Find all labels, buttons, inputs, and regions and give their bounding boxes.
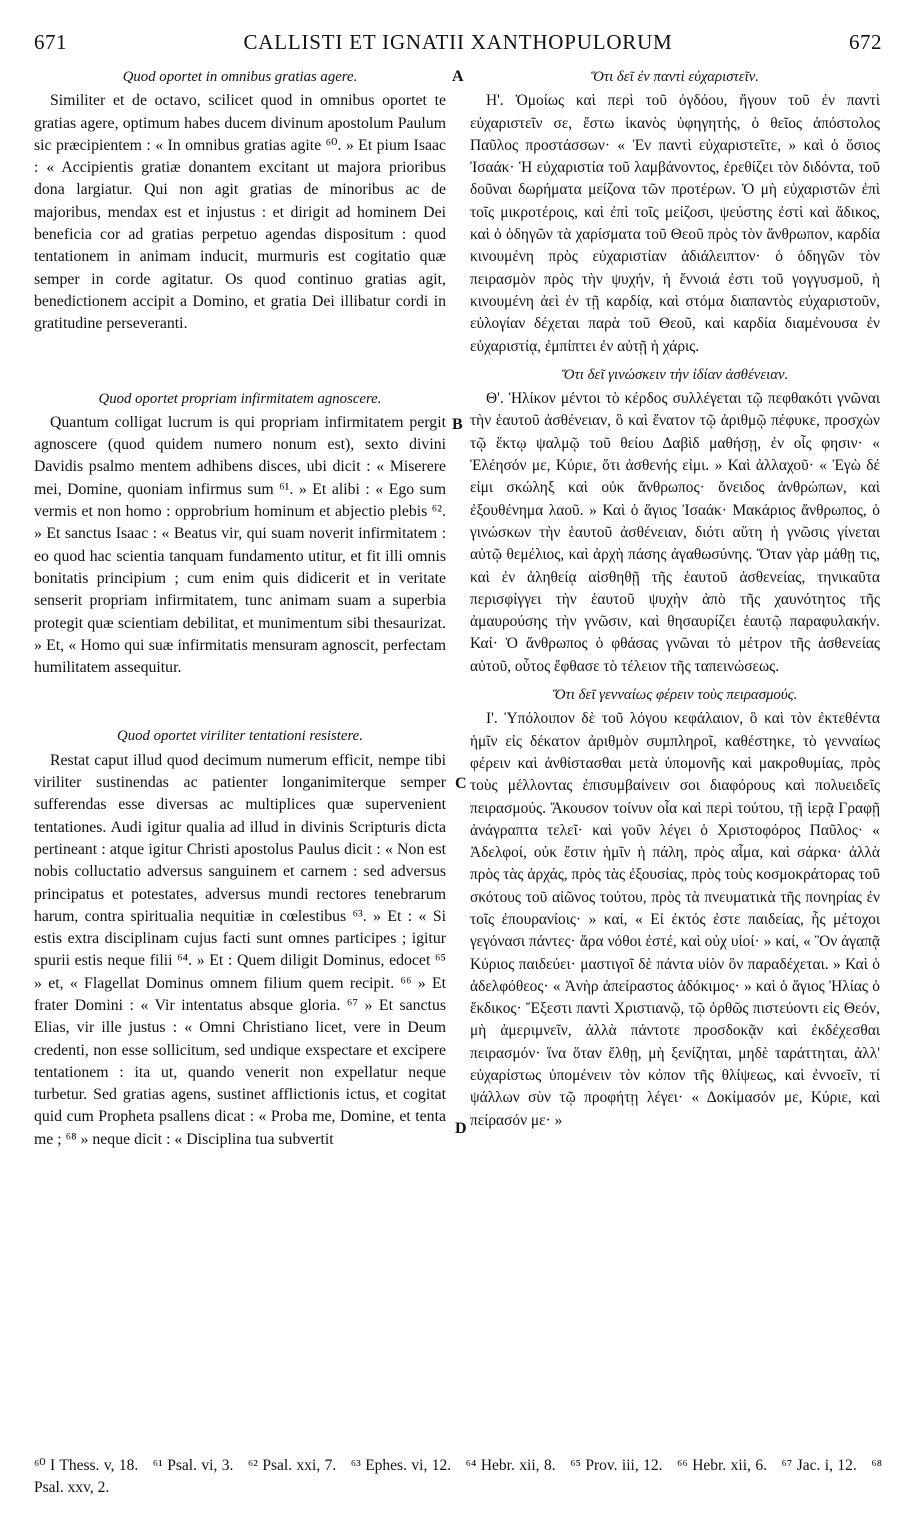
margin-marker: A — [452, 68, 464, 85]
running-title: CALLISTI ET IGNATII XANTHOPULORUM — [243, 30, 673, 54]
margin-marker: D — [455, 1120, 467, 1137]
page-number-right: 672 — [849, 30, 882, 54]
latin-column — [34, 66, 446, 1151]
margin-marker: C — [455, 775, 467, 792]
latin-paragraph: Similiter et de octavo, scilicet quod in omnibus oportet te gratias agere, optimum habes ducem divinum apostolum Paulum sic præcipientem : « In omnibus gratias agite ⁶⁰. » Et pium Isaac : « Accipientis gratiæ donantem excitant ut majora prioribus dona largiatur. Qui non agit gratias de minoribus ac de majoribus, mendax est et injustus : et dirigit ad hominem Dei beneficia cor ad gratias perpetuo agendas dispositum : quod tentationem in animam inducit, murmuris est cogitatio quæ semper in corde agitatur. Os quod continuo gratias agit, benedictionem accipit a Domino, et gratia Dei illibatur cordi in gratitudine perseveranti. — [34, 92, 446, 333]
footnote: ⁶⁰ I Thess. v, 18. — [34, 1457, 139, 1474]
footnote: ⁶⁴ Hebr. xii, 8. — [465, 1457, 556, 1474]
footnote: ⁶⁸ Psal. xxv, 2. — [34, 1457, 883, 1496]
footnote: ⁶¹ Psal. vi, 3. — [152, 1457, 234, 1474]
greek-paragraph: Ι'. Ὑπόλοιπον δὲ τοῦ λόγου κεφάλαιον, ὃ καὶ τὸν ἐκτεθέντα ἡμῖν εἰς δέκατον ἀριθμὸν συμπληροῖ, καθέστηκε, τὸ γενναίως φέρειν καὶ ἀνθίστασθαι μετὰ ὑπομονῆς καὶ μακροθυμίας, πρὸς τοὺς μέλλοντας ἐπισυμβαίνειν σοι διαφόρους καὶ πολυειδεῖς πειρασμούς. Ἄκουσον τοίνυν οἷα καὶ περὶ τούτου, τῇ ἱερᾷ Γραφῇ ἀνάγραπτα τελεῖ· καὶ γοῦν λέγει ὁ Χριστοφόρος Παῦλος· « Ἀδελφοί, οὐκ ἔστιν ἡμῖν ἡ πάλη, πρὸς αἷμα, καὶ σάρκα· ἀλλὰ πρὸς τὰς ἀρχάς, πρὸς τὰς ἐξουσίας, πρὸς τοὺς κοσμοκράτορας τοῦ σκότους τοῦ αἰῶνος τούτου, πρὸς τὰ πνευματικὰ τῆς πονηρίας ἐν τοῖς ἐπουρανίοις· » καί, « Εἰ ἐκτός ἐστε παιδείας, ἧς μέτοχοι γεγόνασι πάντες· ἄρα νόθοι ἐστέ, καὶ οὐχ υἱοί· » καί, « Ὃν ἀγαπᾷ Κύριος παιδεύει· μαστιγοῖ δὲ πάντα υἱὸν ὃν παραδέχεται. » Καὶ ὁ ἀδελφόθεος· « Ἀνὴρ ἀπείραστος ἀδόκιμος· » καὶ ὁ ἅγιος Ἠλίας ὁ ἔκδικος· Ἔξεστι παντὶ Χριστιανῷ, τῷ ὀρθῶς πιστεύοντι εἰς Θεόν, μὴ ἀμεριμνεῖν, ἀλλὰ πάντοτε προσδοκᾷν καὶ ἐκδέχεσθαι πειρασμόν· ἵνα ὅταν ἔλθῃ, μὴ ξενίζηται, μηδὲ ταράττηται, ἀλλ' εὐχαρίστως ὑπομένειν τὸν κόπον τῆς θλίψεως, καὶ ἐννοεῖν, τί ψάλλων σὺν τῷ προφήτῃ λέγει· « Δοκίμασόν με, Κύριε, καὶ πείρασόν με· » — [470, 710, 880, 1129]
greek-section-heading: Ὅτι δεῖ ἐν παντὶ εὐχαριστεῖν. — [590, 69, 760, 85]
latin-section-heading: Quod oportet propriam infirmitatem agnoscere. — [98, 390, 382, 407]
greek-paragraph: Η'. Ὁμοίως καὶ περὶ τοῦ ὀγδόου, ἤγουν τοῦ ἐν παντὶ εὐχαριστεῖν σε, ἔστω ἱκανὸς ὑφηγητής, ὁ θεῖος ἀπόστολος Παῦλος προστάσσων· « Ἐν παντὶ εὐχαριστεῖτε, » καὶ ὁ ὅσιος Ἰσαάκ· Ἡ εὐχαριστία τοῦ λαμβάνοντος, ἐρεθίζει τὸν διδόντα, τοῦ δοῦναι δωρήματα μείζονα τῶν προτέρων. Ὁ μὴ εὐχαριστῶν ἐπὶ τοῖς μικροτέροις, καὶ ἐπὶ τοῖς μείζοσι, ψεύστης ἐστὶ καὶ ἄδικος, καὶ ὁ ὁδηγῶν τὰ χαρίσματα τοῦ Θεοῦ πρὸς τὸν ἄνθρωπον, καρδία κινουμένη πρὸς εὐχαριστίαν ἀδιάλειπτον· ὁ ὁδηγῶν τὸν πειρασμὸν πρὸς τὴν ψυχήν, ἡ ἔννοιά ἐστι τοῦ γογγυσμοῦ, ἡ κινουμένη ἀεὶ ἐν τῇ καρδίᾳ, καὶ στόμα διαπαντὸς εὐχαριστοῦν, εὐλογίαν δέχεται παρὰ τοῦ Θεοῦ, καὶ καρδία διαμένουσα ἐν εὐχαριστίᾳ, ἐμπίπτει ἐν αὐτῇ ἡ χάρις. — [470, 92, 880, 355]
greek-section-heading: Ὅτι δεῖ γινώσκειν τὴν ἰδίαν ἀσθένειαν. — [561, 366, 789, 383]
latin-section-heading: Quod oportet viriliter tentationi resistere. — [117, 728, 363, 745]
footnote: ⁶² Psal. xxi, 7. — [247, 1457, 337, 1474]
footnote: ⁶⁵ Prov. iii, 12. — [570, 1457, 663, 1474]
greek-column — [470, 66, 880, 1132]
greek-paragraph: Θ'. Ἡλίκον μέντοι τὸ κέρδος συλλέγεται τῷ πεφθακότι γνῶναι τὴν ἑαυτοῦ ἀσθένειαν, ὃ καὶ ἔνατον τῷ ἀριθμῷ πέφυκε, προσχὼν τῷ ἕκτῳ ψαλμῷ τοῦ θείου Δαβὶδ μαθήσῃ, ἐν οἷς φησιν· « Ἐλέησόν με, Κύριε, ὅτι ἀσθενής εἰμι. » Καὶ ἀλλαχοῦ· « Ἐγὼ δέ εἰμι σκώληξ καὶ οὐκ ἄνθρωπος· ὄνειδος ἀνθρώπων, καὶ ἐξουθένημα λαοῦ. » Καὶ ὁ ἅγιος Ἰσαάκ· Μακάριος ἄνθρωπος, ὁ γινώσκων τὴν ἑαυτοῦ ἀσθένειαν, διότι αὕτη ἡ γνῶσις γίνεται αὐτῷ θεμέλιος, καὶ ἀρχὴ πάσης ἀγαθωσύνης. Ὅταν γὰρ μάθῃ τις, καὶ ἐν ἀληθείᾳ αἰσθηθῇ τῆς ἑαυτοῦ ἀσθενείας, τηνικαῦτα περισφίγγει τὴν ἑαυτοῦ ψυχὴν ἀπὸ τῆς χαυνότητος τῆς ἀμαυρούσης τὴν γνῶσιν, καὶ θησαυρίζει ἑαυτῷ παραφυλακήν. Καί· Ὁ ἄνθρωπος ὁ φθάσας γνῶναι τὸ μέτρον τῆς ἀσθενείας αὐτοῦ, οὗτος ἔφθασε τὸ τέλειον τῆς ταπεινώσεως. — [470, 390, 880, 675]
footnotes — [34, 1455, 882, 1499]
footnote: ⁶⁷ Jac. i, 12. — [781, 1457, 857, 1474]
latin-paragraph: Quantum colligat lucrum is qui propriam infirmitatem pergit agnoscere (quod quidem numero nonum est), sexto divini Davidis psalmo mentem adhibens disces, ubi dicit : « Miserere mei, Domine, quoniam infirmus sum ⁶¹. » Et alibi : « Ego sum vermis et non homo : opprobrium hominum et abjectio plebis ⁶². » Et sanctus Isaac : « Beatus vir, qui suam noverit infirmitatem : eo quod hac scientia tanquam fundamento utitur, et fit illi omnis bonitatis principium ; cum enim quis didicerit et in veritate senserit propriam infirmitatem, tunc animam suam a superbia protegit quæ scientiam debilitat, et munimentum sibi thesaurizat. » Et, « Homo qui suæ infirmitatis mensuram agnoscit, perfectam humilitatem assequitur. — [34, 413, 446, 677]
page-number-left: 671 — [34, 30, 67, 54]
margin-marker: B — [452, 416, 463, 433]
footnote: ⁶³ Ephes. vi, 12. — [350, 1457, 452, 1474]
latin-section-heading: Quod oportet in omnibus gratias agere. — [122, 69, 358, 85]
latin-paragraph: Restat caput illud quod decimum numerum efficit, nempe tibi viriliter sustinendas ac patienter longanimiterque semper sufferendas esse diversas ac multiplices quæ supervenient tentationes. Audi igitur qualia ad illud in divinis Scripturis dicta pertineant : atque igitur Christi apostolus Paulus dicit : « Non est nobis colluctatio adversus sanguinem et carnem : sed adversus principatus et potestates, adversus mundi rectores tenebrarum harum, contra spiritualia nequitiæ in cœlestibus ⁶³. » Et : « Si estis extra disciplinam cujus facti sunt omnes participes ; igitur spurii estis neque filii ⁶⁴. » Et : Quem diligit Dominus, edocet ⁶⁵ » et, « Flagellat Dominus omnem filium quem recipit. ⁶⁶ » Et frater Domini : « Vir intentatus absque gloria. ⁶⁷ » Et sanctus Elias, vir ille justus : « Omni Christiano licet, vere in Deum credenti, non esse sollicitum, sed undique exspectare et excipere tentationem : ita ut, quando venerit non expellatur neque turbetur. Sed gratias agens, sustinet afflictionis ictus, et cogitat quid cum Propheta psallens dicat : « Proba me, Domine, et tenta me ; ⁶⁸ » neque dicit : « Disciplina tua subvertit — [34, 751, 446, 1148]
greek-section-heading: Ὅτι δεῖ γενναίως φέρειν τοὺς πειρασμούς. — [552, 687, 798, 704]
footnote: ⁶⁶ Hebr. xii, 6. — [676, 1457, 767, 1474]
page-header — [34, 30, 882, 64]
